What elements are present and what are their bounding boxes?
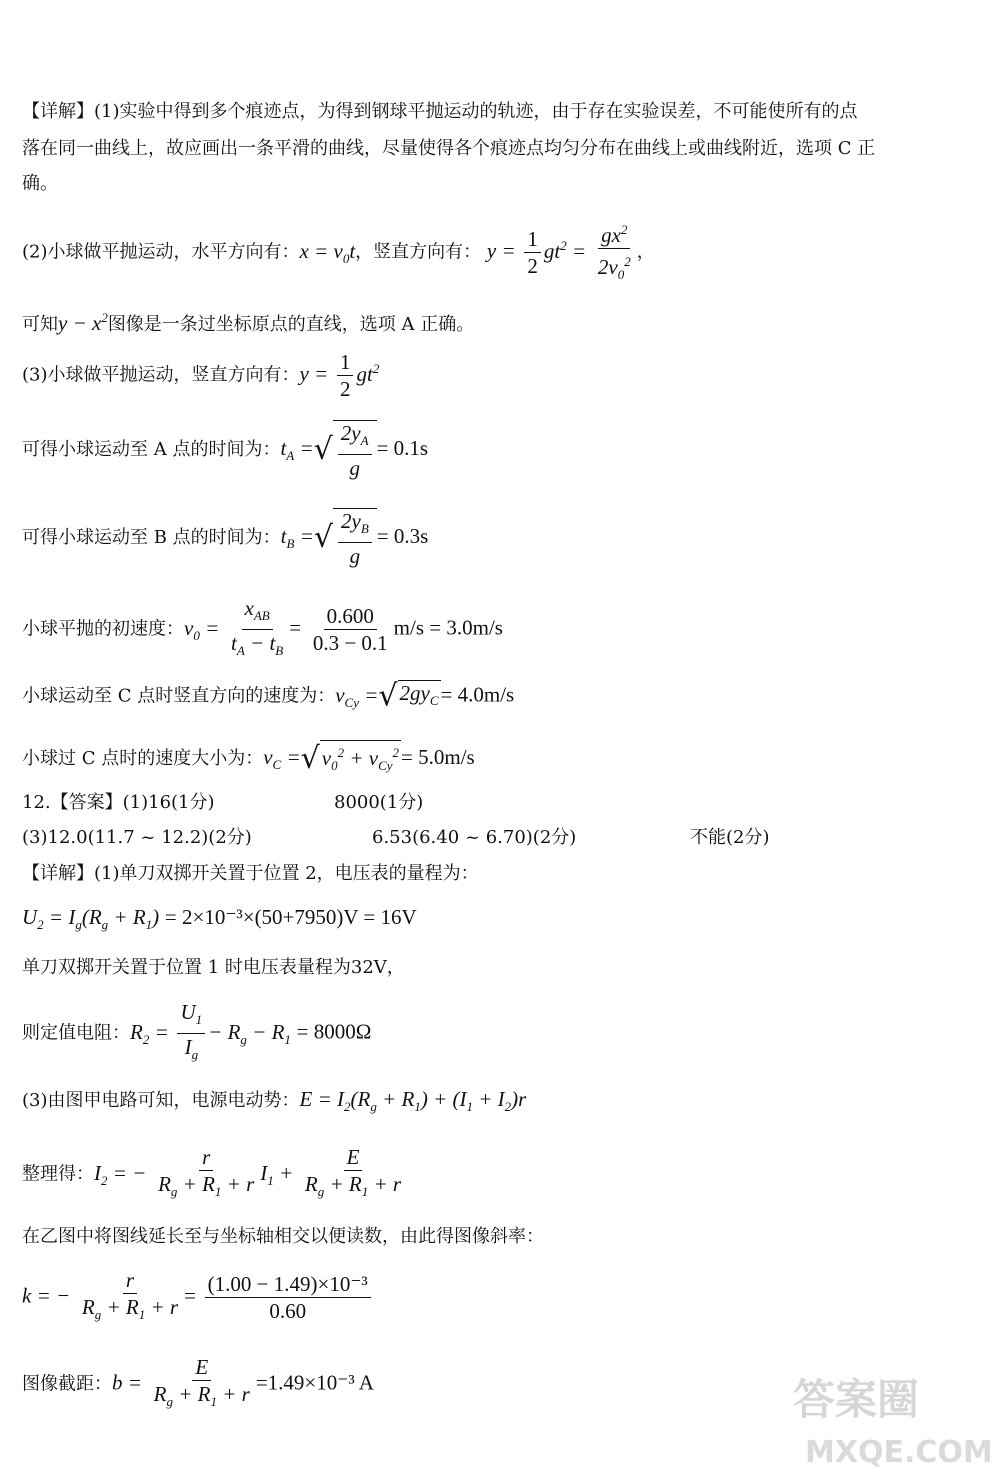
watermark-logo <box>785 1362 1000 1472</box>
paragraph: 单刀双掷开关置于位置 1 时电压表量程为32V， <box>22 957 405 978</box>
equation-line: $U_2 = I_g(R_g + R_1) = 2\times 10^{-3}\times(50+7950)V = 16V$ <box>22 905 417 933</box>
equation-line: 小球平抛的初速度：$v_0$ = $\frac{x_{AB}}{t_A - t_B}$ = $\frac{0.600}{0.3 - 0.1}$ m/s = 3.0m/s <box>22 596 503 659</box>
equation-line: 则定值电阻：$R_2$ = $\frac{U_1}{I_g}$ − $R_g - R_1 = 8000\Omega$ <box>22 1000 372 1063</box>
paragraph: 【详解】(1)实验中得到多个痕迹点，为得到钢球平抛运动的轨迹，由于存在实验误差，不可能使所有的点 <box>22 101 858 122</box>
answer-line: 不能(2分) <box>690 827 770 848</box>
paragraph: 确。 <box>22 173 58 194</box>
watermark-stamp <box>785 1362 1000 1472</box>
svg-text:答案圈: 答案圈 <box>793 1375 920 1424</box>
paragraph: 【详解】(1)单刀双掷开关置于位置 2，电压表的量程为： <box>22 863 479 884</box>
answer-line: 8000(1分) <box>334 792 424 813</box>
equation-line: (3)由图甲电路可知，电源电动势：$E = I_2(R_g + R_1) + (I_1 + I_2)r$ <box>22 1087 527 1115</box>
answer-line: 12.【答案】(1)16(1分) <box>22 792 215 813</box>
equation-line: 整理得：$I_2$ = − $\frac{r}{R_g + R_1 + r}$ $I_1$ + $\frac{E}{R_g + R_1 + r}$ <box>22 1145 402 1200</box>
equation-line: 可得小球运动至 A 点的时间为：$t_A$ =√ $\frac{2y_A}{g}$ = 0.1s <box>22 421 429 481</box>
answer-line: 6.53(6.40 ~ 6.70)(2分) <box>372 827 577 848</box>
equation-line: k = − $\frac{r}{R_g + R_1 + r}$ = $\frac{\text{(1.00 − 1.49)×10⁻³}}{0.60}$ <box>22 1268 374 1327</box>
equation-line: 小球过 C 点时的速度大小为：$v_C =√v_0^2 + v_{Cy}^2= 5.0m/s$ <box>22 740 475 778</box>
answer-line: (3)12.0(11.7 ~ 12.2)(2分) <box>22 827 252 848</box>
equation-line: 小球运动至 C 点时竖直方向的速度为：$v_{Cy} =√2gy_C= 4.0m/s$ <box>22 678 515 714</box>
paragraph: 可知$y - x^2$图像是一条过坐标原点的直线，选项 A 正确。 <box>22 310 475 335</box>
paragraph: 在乙图中将图线延长至与坐标轴相交以便读数，由此得图像斜率： <box>22 1226 544 1247</box>
equation-line: 可得小球运动至 B 点的时间为：$t_B$ =√ $\frac{2y_B}{g}$ = 0.3s <box>22 509 429 569</box>
svg-text:MXQE.COM: MXQE.COM <box>805 1435 993 1470</box>
paragraph: 落在同一曲线上，故应画出一条平滑的曲线，尽量使得各个痕迹点均匀分布在曲线上或曲线附近，选项 C 正 <box>22 138 876 159</box>
equation-line: (3)小球做平抛运动，竖直方向有：y = $\frac{1}{2}$ $gt^2$ <box>22 350 380 401</box>
equation-line: (2)小球做平抛运动，水平方向有：$x = v_0t$，竖直方向有： y = $\frac{1}{2}$ $gt^2$ = $\frac{gx^2}{2v_0^2}$ ， <box>22 218 655 287</box>
equation-line: 图像截距：b = $\frac{E}{R_g + R_1 + r}$ =1.49×10⁻³ A <box>22 1355 374 1410</box>
